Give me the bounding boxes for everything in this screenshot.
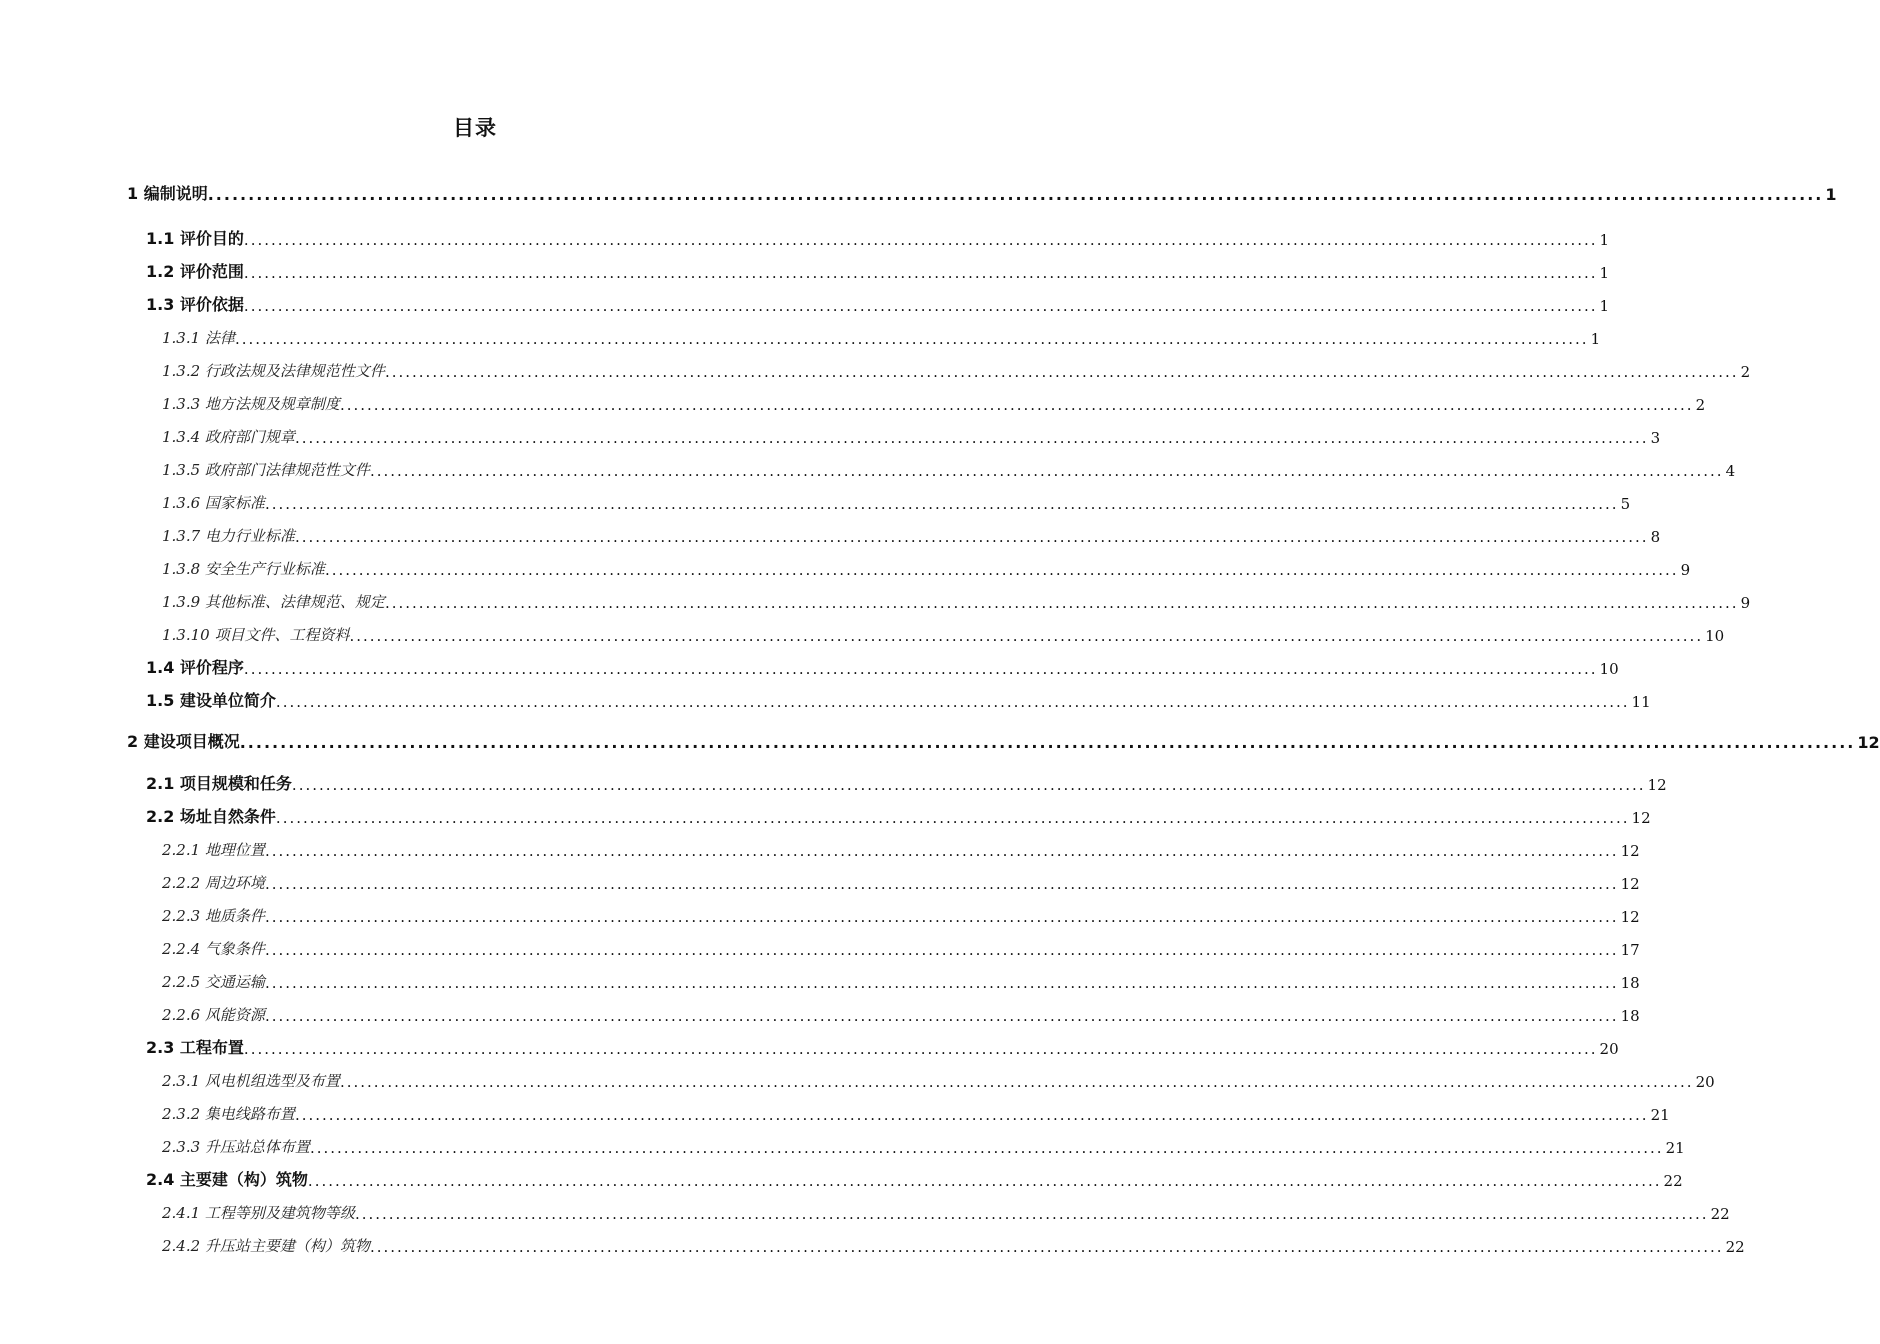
- toc-entry[interactable]: [162, 1067, 1715, 1091]
- toc-entry-page-number: 3: [1650, 429, 1661, 447]
- toc-dot-leader: ........................................................................................................................................................................................................: [275, 693, 1630, 711]
- toc-entry-label: 2.3.2 集电线路布置: [162, 1105, 295, 1123]
- toc-entry-page-number: 5: [1620, 495, 1631, 513]
- toc-entry-page-number: 12: [1620, 842, 1640, 860]
- toc-dot-leader: ........................................................................................................................................................................................................: [264, 842, 1619, 860]
- toc-entry[interactable]: [162, 902, 1640, 926]
- toc-entry[interactable]: [146, 770, 1667, 794]
- toc-entry-label: 1.4 评价程序: [146, 658, 244, 677]
- page-title: 目录: [453, 116, 497, 140]
- toc-dot-leader: ........................................................................................................................................................................................................: [309, 1139, 1664, 1157]
- toc-dot-leader: ........................................................................................................................................................................................................: [384, 594, 1739, 612]
- toc-entry-label: 2.2.3 地质条件: [162, 907, 265, 925]
- toc-entry[interactable]: [162, 968, 1640, 992]
- toc-entry-label: 1.3.8 安全生产行业标准: [162, 560, 325, 578]
- toc-dot-leader: ........................................................................................................................................................................................................: [294, 429, 1649, 447]
- toc-entry-page-number: 4: [1725, 462, 1736, 480]
- toc-entry[interactable]: [162, 1199, 1730, 1223]
- toc-dot-leader: ........................................................................................................................................................................................................: [264, 908, 1619, 926]
- toc-entry[interactable]: [146, 225, 1610, 249]
- toc-entry[interactable]: [127, 728, 1880, 752]
- toc-entry-page-number: 8: [1650, 528, 1661, 546]
- toc-entry[interactable]: [162, 1100, 1670, 1124]
- toc-entry-label: 1.3.4 政府部门规章: [162, 428, 295, 446]
- toc-entry-page-number: 11: [1631, 693, 1651, 711]
- toc-entry[interactable]: [146, 1034, 1619, 1058]
- toc-dot-leader: ........................................................................................................................................................................................................: [234, 330, 1589, 348]
- toc-entry-page-number: 18: [1620, 1007, 1640, 1025]
- toc-entry-page-number: 22: [1710, 1205, 1730, 1223]
- toc-dot-leader: ........................................................................................................................................................................................................: [243, 297, 1598, 315]
- toc-entry-label: 2.2.5 交通运输: [162, 973, 265, 991]
- toc-dot-leader: ........................................................................................................................................................................................................: [243, 231, 1598, 249]
- toc-dot-leader: ........................................................................................................................................................................................................: [264, 974, 1619, 992]
- toc-entry-label: 1 编制说明: [127, 184, 208, 203]
- toc-entry-page-number: 10: [1599, 660, 1619, 678]
- toc-entry-label: 1.5 建设单位简介: [146, 691, 276, 710]
- toc-entry-label: 2.4 主要建（构）筑物: [146, 1170, 308, 1189]
- toc-entry[interactable]: [162, 522, 1661, 546]
- toc-entry-label: 1.1 评价目的: [146, 229, 244, 248]
- toc-entry-label: 2.3 工程布置: [146, 1038, 244, 1057]
- toc-entry-label: 2 建设项目概况: [127, 732, 240, 751]
- toc-dot-leader: ........................................................................................................................................................................................................: [291, 776, 1646, 794]
- toc-entry[interactable]: [162, 555, 1691, 579]
- toc-entry[interactable]: [162, 869, 1640, 893]
- toc-dot-leader: ........................................................................................................................................................................................................: [243, 660, 1598, 678]
- toc-entry-page-number: 9: [1680, 561, 1691, 579]
- toc-entry[interactable]: [162, 357, 1751, 381]
- toc-dot-leader: ........................................................................................................................................................................................................: [264, 495, 1619, 513]
- toc-entry-label: 2.4.1 工程等别及建筑物等级: [162, 1204, 355, 1222]
- toc-entry[interactable]: [162, 1232, 1745, 1256]
- toc-entry-page-number: 21: [1665, 1139, 1685, 1157]
- toc-entry-label: 2.1 项目规模和任务: [146, 774, 292, 793]
- toc-dot-leader: ........................................................................................................................................................................................................: [264, 941, 1619, 959]
- toc-entry-page-number: 20: [1599, 1040, 1619, 1058]
- toc-entry[interactable]: [146, 291, 1610, 315]
- toc-entry-label: 1.3.5 政府部门法律规范性文件: [162, 461, 370, 479]
- toc-entry[interactable]: [146, 258, 1610, 282]
- toc-entry-label: 1.3.9 其他标准、法律规范、规定: [162, 593, 385, 611]
- toc-entry[interactable]: [162, 621, 1725, 645]
- toc-entry[interactable]: [162, 423, 1661, 447]
- toc-dot-leader: ........................................................................................................................................................................................................: [239, 733, 1856, 752]
- toc-entry-page-number: 10: [1705, 627, 1725, 645]
- toc-entry[interactable]: [162, 1001, 1640, 1025]
- toc-entry-page-number: 1: [1590, 330, 1601, 348]
- toc-dot-leader: ........................................................................................................................................................................................................: [369, 462, 1724, 480]
- toc-entry[interactable]: [162, 489, 1631, 513]
- toc-entry-label: 2.3.1 风电机组选型及布置: [162, 1072, 340, 1090]
- toc-entry-page-number: 2: [1740, 363, 1751, 381]
- toc-entry-label: 1.3.6 国家标准: [162, 494, 265, 512]
- toc-entry-page-number: 2: [1695, 396, 1706, 414]
- toc-dot-leader: ........................................................................................................................................................................................................: [207, 185, 1824, 204]
- toc-entry-page-number: 12: [1620, 875, 1640, 893]
- toc-entry[interactable]: [162, 935, 1640, 959]
- toc-entry-page-number: 18: [1620, 974, 1640, 992]
- toc-entry[interactable]: [162, 324, 1601, 348]
- toc-entry[interactable]: [146, 1166, 1683, 1190]
- toc-dot-leader: ........................................................................................................................................................................................................: [349, 627, 1704, 645]
- toc-entry-label: 2.2.6 风能资源: [162, 1006, 265, 1024]
- toc-dot-leader: ........................................................................................................................................................................................................: [369, 1238, 1724, 1256]
- toc-dot-leader: ........................................................................................................................................................................................................: [264, 1007, 1619, 1025]
- toc-entry-page-number: 1: [1599, 264, 1610, 282]
- toc-entry-page-number: 22: [1663, 1172, 1683, 1190]
- toc-dot-leader: ........................................................................................................................................................................................................: [294, 528, 1649, 546]
- toc-entry-page-number: 1: [1599, 297, 1610, 315]
- toc-entry[interactable]: [162, 1133, 1685, 1157]
- toc-dot-leader: ........................................................................................................................................................................................................: [275, 809, 1630, 827]
- toc-dot-leader: ........................................................................................................................................................................................................: [354, 1205, 1709, 1223]
- toc-dot-leader: ........................................................................................................................................................................................................: [243, 1040, 1598, 1058]
- toc-dot-leader: ........................................................................................................................................................................................................: [264, 875, 1619, 893]
- toc-entry-page-number: 9: [1740, 594, 1751, 612]
- toc-entry-page-number: 21: [1650, 1106, 1670, 1124]
- toc-entry-page-number: 17: [1620, 941, 1640, 959]
- toc-entry-label: 2.2 场址自然条件: [146, 807, 276, 826]
- toc-entry[interactable]: [146, 687, 1651, 711]
- toc-entry-page-number: 1: [1599, 231, 1610, 249]
- toc-entry-label: 1.3.7 电力行业标准: [162, 527, 295, 545]
- toc-dot-leader: ........................................................................................................................................................................................................: [339, 1073, 1694, 1091]
- toc-entry[interactable]: [146, 803, 1651, 827]
- toc-entry-label: 2.2.2 周边环境: [162, 874, 265, 892]
- toc-entry[interactable]: [162, 836, 1640, 860]
- toc-entry-label: 2.2.1 地理位置: [162, 841, 265, 859]
- toc-entry-label: 1.2 评价范围: [146, 262, 244, 281]
- toc-dot-leader: ........................................................................................................................................................................................................: [384, 363, 1739, 381]
- toc-entry-label: 1.3.10 项目文件、工程资料: [162, 626, 350, 644]
- toc-entry[interactable]: [146, 654, 1619, 678]
- toc-entry-page-number: 12: [1857, 733, 1880, 752]
- toc-dot-leader: ........................................................................................................................................................................................................: [294, 1106, 1649, 1124]
- toc-dot-leader: ........................................................................................................................................................................................................: [324, 561, 1679, 579]
- toc-dot-leader: ........................................................................................................................................................................................................: [339, 396, 1694, 414]
- toc-entry-label: 2.3.3 升压站总体布置: [162, 1138, 310, 1156]
- toc-entry-label: 1.3 评价依据: [146, 295, 244, 314]
- toc-entry[interactable]: [162, 588, 1751, 612]
- toc-entry-page-number: 22: [1725, 1238, 1745, 1256]
- toc-entry-page-number: 12: [1620, 908, 1640, 926]
- toc-entry-label: 2.2.4 气象条件: [162, 940, 265, 958]
- toc-entry-page-number: 12: [1647, 776, 1667, 794]
- toc-entry-label: 1.3.3 地方法规及规章制度: [162, 395, 340, 413]
- toc-entry[interactable]: [162, 456, 1736, 480]
- toc-entry[interactable]: [162, 390, 1706, 414]
- toc-dot-leader: ........................................................................................................................................................................................................: [243, 264, 1598, 282]
- toc-entry[interactable]: [127, 180, 1837, 204]
- toc-entry-label: 1.3.1 法律: [162, 329, 235, 347]
- toc-entry-label: 2.4.2 升压站主要建（构）筑物: [162, 1237, 370, 1255]
- toc-entry-page-number: 20: [1695, 1073, 1715, 1091]
- toc-entry-label: 1.3.2 行政法规及法律规范性文件: [162, 362, 385, 380]
- toc-entry-page-number: 12: [1631, 809, 1651, 827]
- toc-dot-leader: ........................................................................................................................................................................................................: [307, 1172, 1662, 1190]
- toc-entry-page-number: 1: [1825, 185, 1837, 204]
